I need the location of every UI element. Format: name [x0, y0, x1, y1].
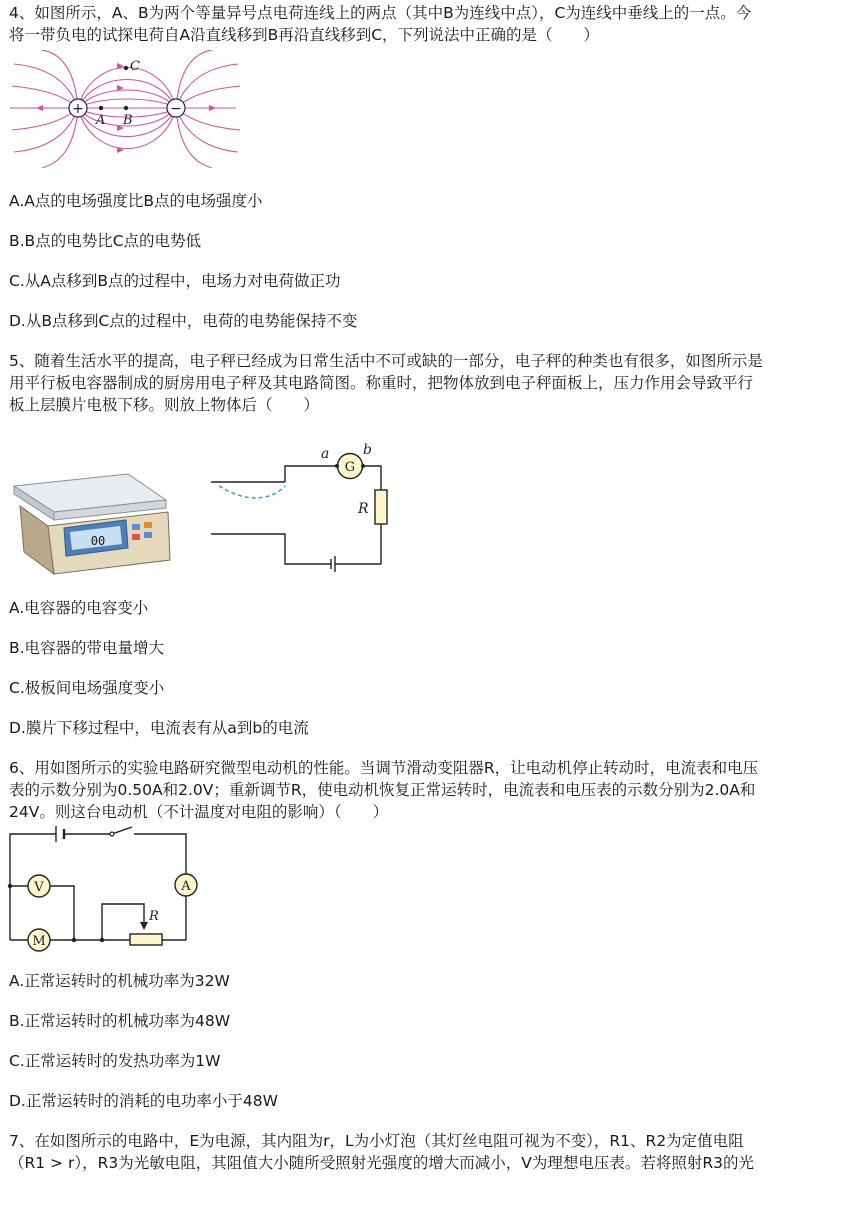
q5-option-d[interactable]: D.膜片下移过程中，电流表有从a到b的电流 — [9, 719, 309, 737]
svg-text:V: V — [34, 880, 44, 895]
q5-line-2: 用平行板电容器制成的厨房用电子秤及其电路简图。称重时，把物体放到电子秤面板上，压力作用会导致平行 — [9, 374, 754, 392]
q6-line-2: 表的示数分别为0.50A和2.0V；重新调节R，使电动机恢复正常运转时，电流表和电压表的示数分别为2.0A和 — [9, 781, 756, 799]
svg-text:A: A — [181, 879, 191, 894]
q5-circuit — [205, 438, 395, 574]
q6-circuit — [4, 824, 204, 954]
label-b: B — [123, 113, 133, 128]
positive-charge — [69, 99, 87, 117]
svg-text:−: − — [170, 101, 182, 117]
point-a — [99, 106, 103, 110]
q6-line-1: 6、用如图所示的实验电路研究微型电动机的性能。当调节滑动变阻器R，让电动机停止转动时，电流表和电压 — [9, 759, 759, 777]
q4-option-c[interactable]: C.从A点移到B点的过程中，电场力对电荷做正功 — [9, 272, 341, 290]
q5-line-1: 5、随着生活水平的提高，电子秤已经成为日常生活中不可或缺的一部分，电子秤的种类也有很多，如图所示是 — [9, 352, 763, 370]
q5-option-c[interactable]: C.极板间电场强度变小 — [9, 679, 165, 697]
q6-option-d[interactable]: D.正常运转时的消耗的电功率小于48W — [9, 1092, 278, 1110]
scale-display-text: 00 — [90, 534, 106, 548]
q6-option-b[interactable]: B.正常运转时的机械功率为48W — [9, 1012, 231, 1030]
q5-scale-image — [8, 466, 174, 578]
label-a: a — [321, 446, 330, 462]
q4-field-figure — [6, 50, 242, 168]
q7-line-2: （R1 > r），R3为光敏电阻，其阻值大小随所受照射光强度的增大而减小，V为理想电压表。若将照射R3的光 — [9, 1154, 754, 1172]
q4-line-2: 将一带负电的试探电荷自A沿直线移到B再沿直线移到C，下列说法中正确的是（ ） — [9, 26, 600, 44]
q5-option-a[interactable]: A.电容器的电容变小 — [9, 599, 149, 617]
point-b — [124, 106, 128, 110]
label-a: A — [96, 113, 106, 128]
q6-line-3: 24V。则这台电动机（不计温度对电阻的影响）（ ） — [9, 803, 389, 821]
svg-text:G: G — [344, 460, 356, 475]
rheostat-r — [130, 934, 162, 945]
q4-option-d[interactable]: D.从B点移到C点的过程中，电荷的电势能保持不变 — [9, 312, 358, 330]
q7-line-1: 7、在如图所示的电路中，E为电源，其内阻为r，L为小灯泡（其灯丝电阻可视为不变），R1、R2为定值电阻 — [9, 1132, 744, 1150]
q6-option-c[interactable]: C.正常运转时的发热功率为1W — [9, 1052, 221, 1070]
q5-option-b[interactable]: B.电容器的带电量增大 — [9, 639, 165, 657]
label-r: R — [358, 501, 369, 517]
q6-stem — [9, 757, 854, 823]
q5-line-3: 板上层膜片电极下移。则放上物体后（ ） — [9, 396, 320, 414]
negative-charge — [167, 99, 185, 117]
q4-line-1: 4、如图所示，A、B为两个等量异号点电荷连线上的两点（其中B为连线中点），C为连线中垂线上的一点。今 — [9, 4, 752, 22]
label-b: b — [363, 442, 372, 458]
q6-option-a[interactable]: A.正常运转时的机械功率为32W — [9, 972, 230, 990]
membrane-electrode — [219, 486, 285, 498]
q4-option-b[interactable]: B.B点的电势比C点的电势低 — [9, 232, 202, 250]
q7-stem — [9, 1130, 854, 1174]
q4-stem — [9, 2, 854, 46]
svg-text:M: M — [32, 934, 46, 949]
svg-text:+: + — [72, 101, 84, 117]
label-r: R — [149, 909, 159, 924]
q4-option-a[interactable]: A.A点的电场强度比B点的电场强度小 — [9, 192, 263, 210]
point-c — [124, 66, 128, 70]
resistor-r — [375, 490, 387, 524]
label-c: C — [130, 59, 140, 74]
q5-stem — [9, 350, 854, 416]
